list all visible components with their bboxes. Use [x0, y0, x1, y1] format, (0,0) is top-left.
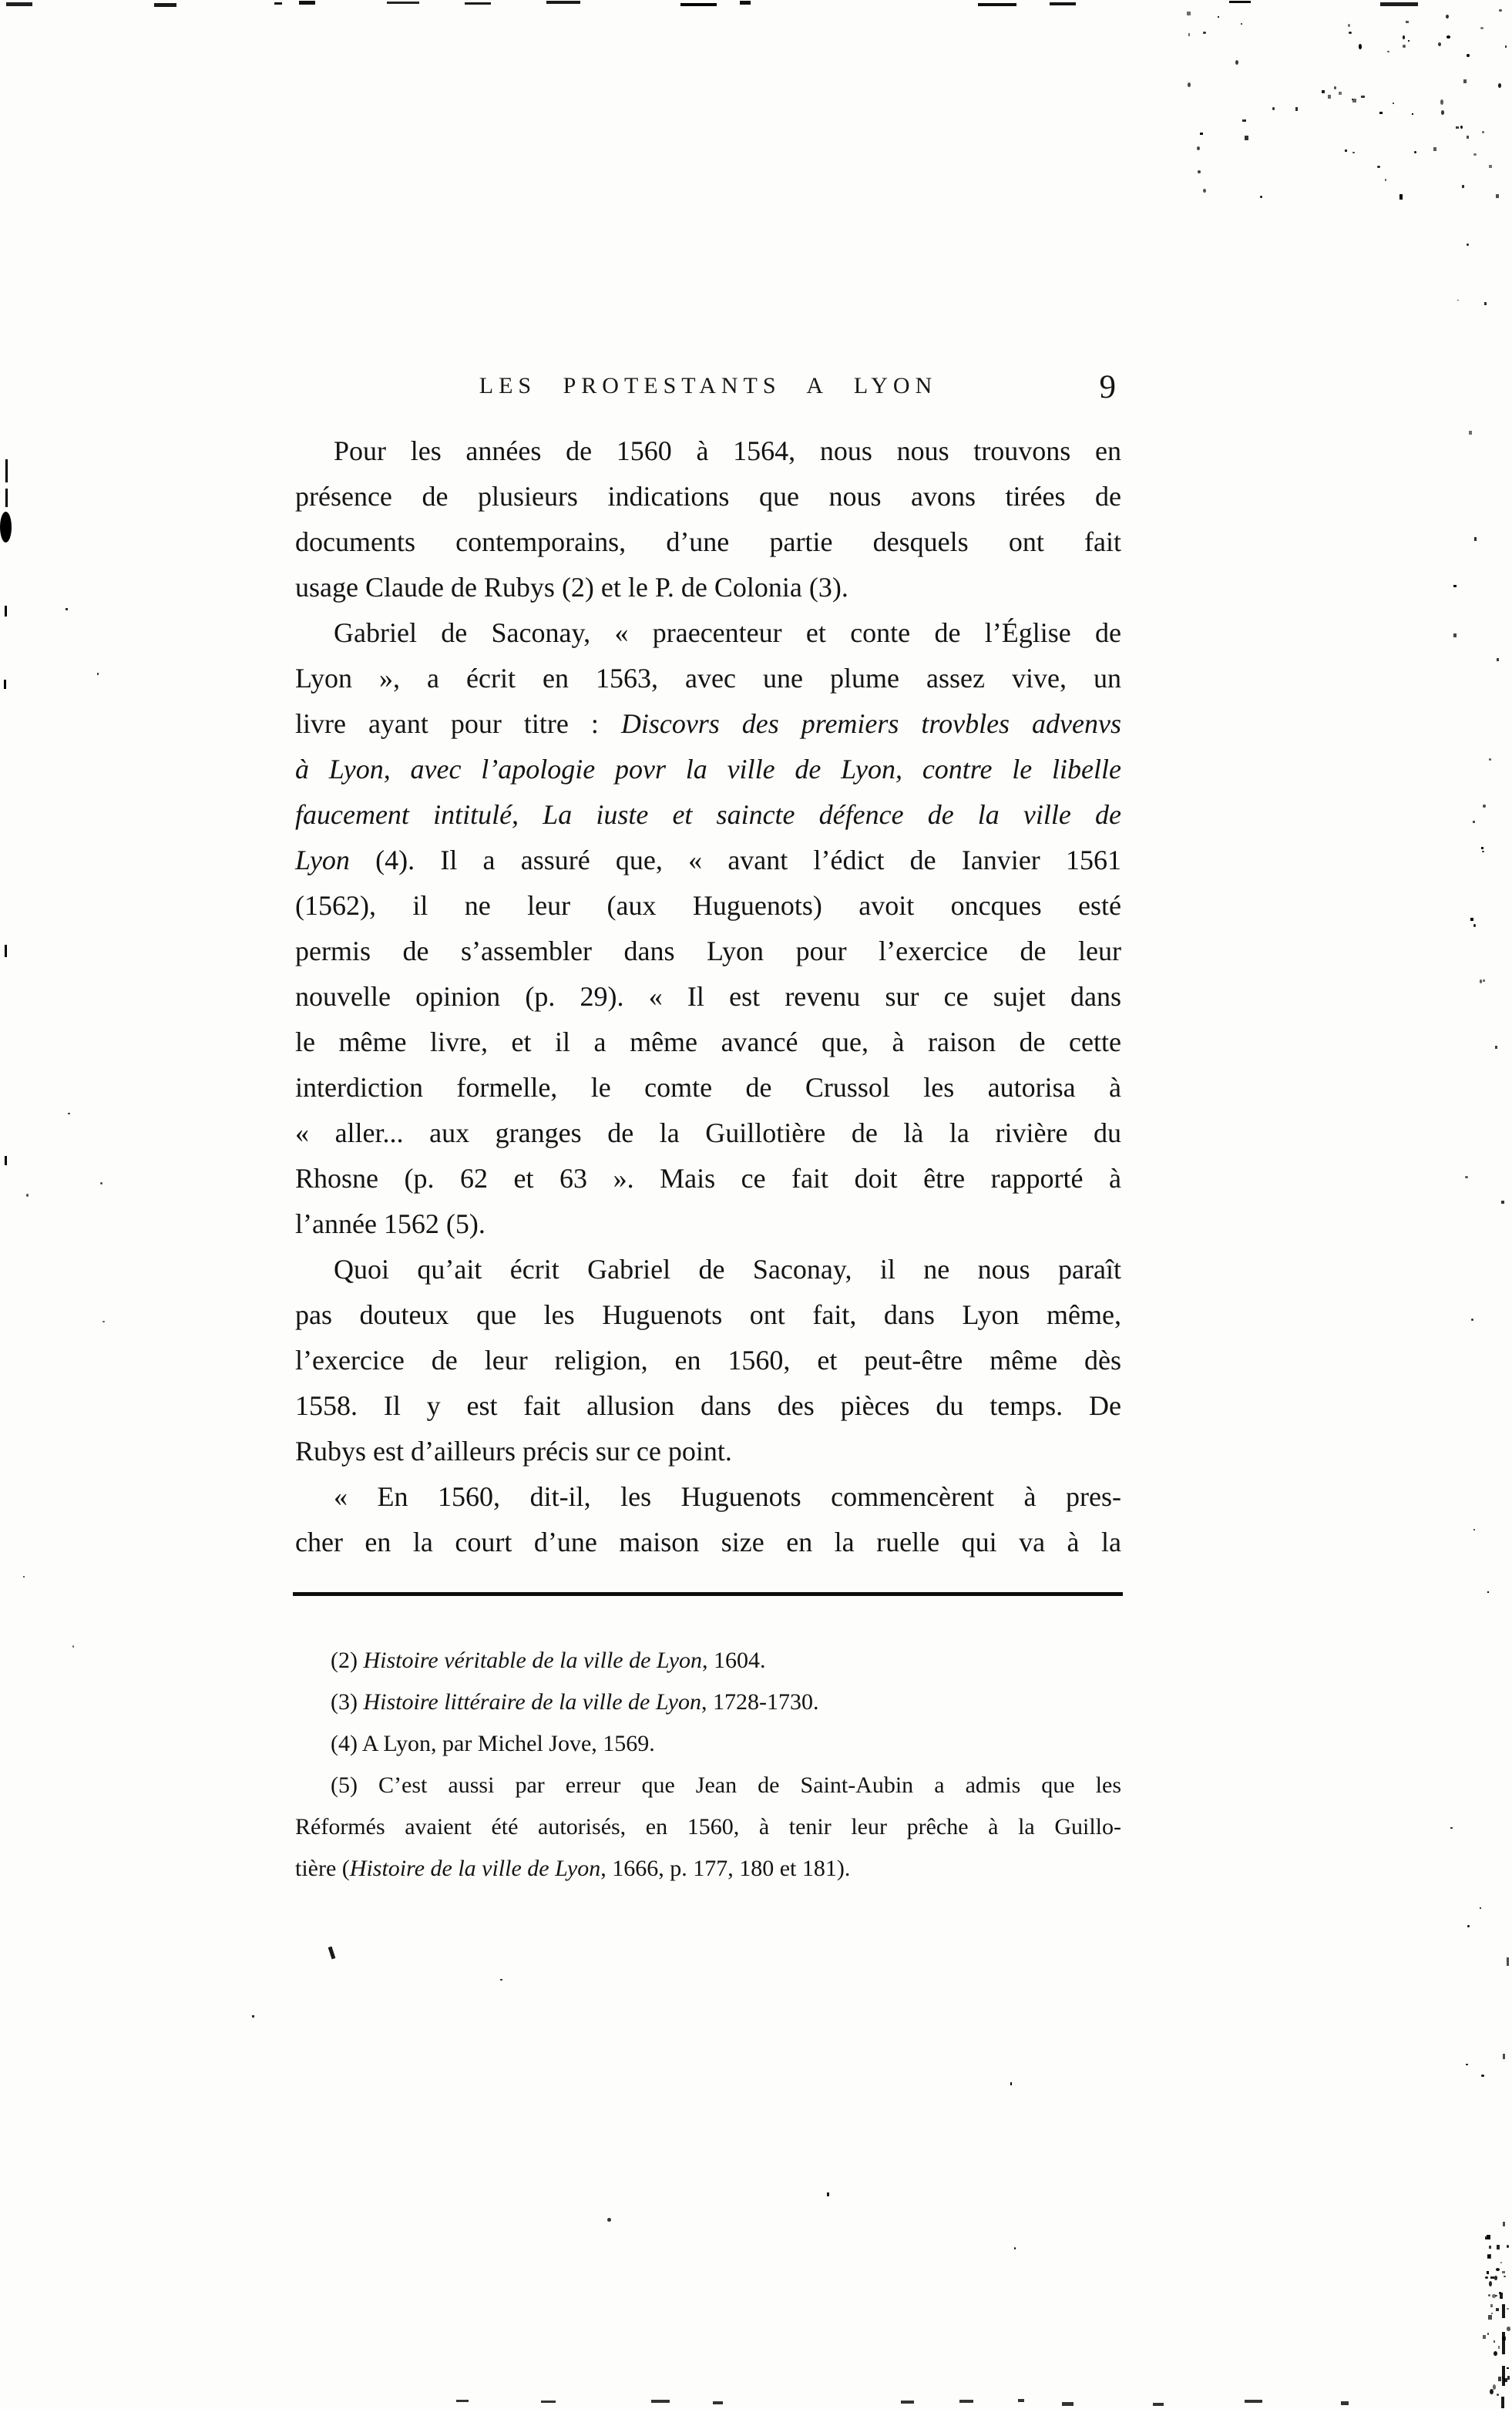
- scan-speck: [1352, 99, 1353, 101]
- text-segment: faucement intitulé, La iuste et saincte défence de la ville de: [295, 799, 1121, 830]
- scan-speck: [1507, 2327, 1510, 2331]
- text-line: [295, 838, 1121, 883]
- text-line: [295, 656, 1121, 701]
- running-title: LES PROTESTANTS A LYON: [479, 373, 938, 398]
- scan-speck: [500, 1979, 502, 1981]
- text-segment: l’exercice de leur religion, en 1560, et peut-être même dès: [295, 1345, 1121, 1376]
- scan-speck: [1482, 131, 1484, 133]
- text-line: [295, 1292, 1121, 1338]
- text-segment: interdiction formelle, le comte de Crussol les autorisa à: [295, 1072, 1121, 1103]
- scan-speck: [1380, 2, 1418, 6]
- scan-speck: [5, 459, 8, 482]
- page-number: 9: [1099, 369, 1117, 405]
- scan-speck: [1507, 2245, 1509, 2248]
- text-segment: Gabriel de Saconay, « praecenteur et conte de l’Église de: [334, 617, 1121, 648]
- scan-speck: [1438, 42, 1441, 46]
- scan-speck: [328, 1947, 336, 1960]
- scan-speck: [5, 489, 8, 507]
- scan-speck: [1487, 2254, 1491, 2259]
- scan-speck: [1473, 153, 1477, 156]
- body-text: [295, 428, 1121, 1565]
- text-segment: Histoire de la ville de Lyon: [349, 1856, 601, 1881]
- text-segment: Histoire littéraire de la ville de Lyon: [363, 1689, 701, 1715]
- scan-speck: [1488, 2315, 1492, 2320]
- scan-speck: [541, 2401, 556, 2404]
- scan-speck: [651, 2400, 670, 2403]
- scan-speck: [1498, 2346, 1500, 2348]
- scan-speck: [1462, 185, 1465, 188]
- scan-speck: [1507, 2367, 1509, 2369]
- text-segment: , 1604.: [702, 1648, 766, 1673]
- scan-speck: [1499, 2292, 1501, 2293]
- text-line: [295, 1201, 1121, 1247]
- scan-speck: [1507, 2308, 1509, 2310]
- scan-speck: [5, 1156, 7, 1165]
- page-header: [295, 369, 1121, 412]
- scan-speck: [23, 1576, 25, 1578]
- scan-speck: [1446, 15, 1449, 18]
- scan-speck: [1487, 2333, 1490, 2335]
- scan-speck: [1485, 2276, 1488, 2279]
- scan-speck: [1496, 2308, 1499, 2311]
- scan-speck: [0, 512, 12, 543]
- scan-speck: [1200, 133, 1203, 135]
- text-line: [295, 1020, 1121, 1065]
- scan-speck: [1503, 2054, 1505, 2060]
- footnote-line: [295, 1723, 1121, 1765]
- scan-speck: [713, 2401, 723, 2404]
- scan-speck: [26, 1194, 29, 1197]
- text-segment: (5) C’est aussi par erreur que Jean de Saint-Aubin a admis que les: [331, 1772, 1121, 1798]
- scan-speck: [959, 2400, 973, 2403]
- scan-speck: [1457, 300, 1459, 301]
- scan-speck: [1485, 2236, 1487, 2239]
- scan-speck: [1497, 658, 1500, 661]
- text-segment: (2): [331, 1648, 364, 1673]
- text-segment: le même livre, et il a même avancé que, à raison de cette: [295, 1026, 1121, 1057]
- scan-speck: [1505, 45, 1507, 48]
- scan-speck: [1497, 2245, 1500, 2249]
- scan-speck: [546, 1, 580, 4]
- scan-speck: [1387, 51, 1389, 52]
- scan-speck: [1474, 537, 1477, 541]
- scan-speck: [1408, 40, 1410, 42]
- text-segment: Rubys est d’ailleurs précis sur ce point.: [295, 1436, 732, 1467]
- scan-speck: [1345, 150, 1347, 152]
- scan-speck: [5, 945, 7, 957]
- scan-speck: [1412, 113, 1414, 115]
- scan-speck: [1352, 152, 1355, 154]
- scan-speck: [1473, 821, 1475, 823]
- scan-speck: [6, 2, 32, 6]
- scan-speck: [1242, 119, 1246, 123]
- scan-speck: [299, 1, 315, 5]
- scan-speck: [1507, 2376, 1510, 2380]
- scan-speck: [1492, 2294, 1496, 2298]
- scan-speck: [1503, 2222, 1505, 2227]
- text-line: [295, 1065, 1121, 1110]
- text-segment: livre ayant pour titre :: [295, 708, 621, 739]
- scan-speck: [1480, 979, 1482, 983]
- scan-speck: [68, 1113, 69, 1115]
- scan-speck: [1235, 60, 1238, 65]
- text-line: [295, 929, 1121, 974]
- text-segment: Réformés avaient été autorisés, en 1560, à tenir leur prêche à la Guillo-: [295, 1814, 1121, 1840]
- scan-speck: [1361, 96, 1365, 99]
- scan-speck: [97, 673, 99, 675]
- scan-speck: [1494, 2351, 1497, 2357]
- scan-speck: [1496, 2268, 1500, 2271]
- scan-speck: [1328, 95, 1330, 99]
- scan-speck: [1218, 16, 1219, 18]
- text-line: [295, 1338, 1121, 1383]
- scan-speck: [1489, 2246, 1491, 2249]
- scan-speck: [1489, 2281, 1493, 2286]
- scan-speck: [1489, 165, 1492, 168]
- scan-speck: [1014, 2247, 1016, 2249]
- scan-speck: [456, 2400, 469, 2402]
- scan-speck: [1483, 805, 1486, 808]
- scan-speck: [387, 2, 419, 4]
- footnotes: [295, 1640, 1121, 1890]
- scan-speck: [1203, 189, 1206, 193]
- scan-speck: [1359, 44, 1362, 49]
- scan-speck: [1467, 54, 1470, 58]
- scan-speck: [1341, 2401, 1349, 2405]
- scan-speck: [1010, 2082, 1013, 2085]
- text-segment: (4). Il a assuré que, « avant l’édict de Ianvier 1561: [349, 845, 1121, 875]
- scan-speck: [1460, 126, 1463, 129]
- scan-speck: [1241, 23, 1242, 25]
- footnote-line: [295, 1765, 1121, 1806]
- scan-speck: [1480, 27, 1483, 29]
- text-line: [295, 1474, 1121, 1520]
- text-segment: nouvelle opinion (p. 29). « Il est revenu sur ce sujet dans: [295, 981, 1121, 1012]
- text-line: [295, 1156, 1121, 1201]
- scan-speck: [1197, 146, 1200, 150]
- text-segment: (1562), il ne leur (aux Huguenots) avoit oncques esté: [295, 890, 1121, 921]
- scan-speck: [1467, 1925, 1470, 1928]
- scan-speck: [1467, 136, 1469, 139]
- scan-speck: [1446, 35, 1450, 39]
- scan-speck: [1490, 2389, 1494, 2394]
- text-segment: « En 1560, dit-il, les Huguenots commencèrent à pres-: [334, 1481, 1121, 1512]
- scan-speck: [1050, 2, 1076, 5]
- scan-speck: [1450, 1827, 1452, 1829]
- text-segment: Lyon: [295, 845, 350, 875]
- footnote-rule: [293, 1592, 1123, 1596]
- text-segment: Lyon », a écrit en 1563, avec une plume assez vive, un: [295, 663, 1121, 694]
- scan-speck: [1334, 86, 1336, 89]
- scan-speck: [1018, 2399, 1024, 2402]
- text-line: [295, 747, 1121, 792]
- scan-speck: [1463, 79, 1467, 84]
- text-segment: Quoi qu’ait écrit Gabriel de Saconay, il ne nous paraît: [334, 1254, 1121, 1285]
- scan-speck: [1403, 35, 1405, 39]
- scan-speck: [1481, 2075, 1483, 2077]
- scan-speck: [1507, 1957, 1509, 1966]
- text-segment: (4) A Lyon, par Michel Jove, 1569.: [331, 1731, 655, 1756]
- scan-speck: [66, 608, 68, 610]
- scan-speck: [1494, 2340, 1495, 2342]
- scan-speck: [1490, 2304, 1493, 2307]
- scan-speck: [5, 606, 7, 617]
- scan-speck: [1245, 2400, 1262, 2403]
- scan-speck: [1295, 107, 1298, 110]
- scan-speck: [1062, 2402, 1074, 2406]
- scan-speck: [1153, 2403, 1164, 2406]
- scan-speck: [1245, 136, 1248, 140]
- scan-speck: [1203, 32, 1206, 35]
- text-line: [295, 883, 1121, 929]
- scan-speck: [1339, 92, 1342, 95]
- text-line: [295, 974, 1121, 1020]
- text-line: [295, 792, 1121, 838]
- scan-speck: [1502, 2271, 1504, 2273]
- scan-speck: [1393, 102, 1395, 104]
- scan-speck: [1469, 431, 1472, 435]
- text-segment: Pour les années de 1560 à 1564, nous nous trouvons en: [334, 435, 1121, 466]
- text-segment: présence de plusieurs indications que nous avons tirées de: [295, 481, 1121, 512]
- scan-speck: [1260, 196, 1262, 198]
- scan-speck: [1467, 244, 1469, 245]
- text-line: [295, 519, 1121, 565]
- footnote-line: [295, 1640, 1121, 1682]
- scan-speck: [1349, 32, 1352, 34]
- scan-speck: [1498, 2377, 1501, 2380]
- scan-speck: [1406, 21, 1410, 23]
- text-line: [295, 474, 1121, 519]
- scan-speck: [901, 2401, 914, 2404]
- scan-speck: [1482, 851, 1484, 853]
- text-segment: (3): [331, 1689, 364, 1715]
- text-segment: permis de s’assembler dans Lyon pour l’exercice de leur: [295, 936, 1121, 966]
- text-segment: 1558. Il y est fait allusion dans des pièces du temps. De: [295, 1390, 1121, 1421]
- scan-speck: [1483, 979, 1485, 982]
- text-line: [295, 1383, 1121, 1429]
- scan-speck: [1377, 166, 1379, 168]
- scan-speck: [978, 3, 1016, 6]
- scan-speck: [1487, 1591, 1489, 1593]
- scan-speck: [1473, 1529, 1475, 1530]
- scan-speck: [252, 2015, 254, 2018]
- scan-speck: [1502, 2332, 1505, 2354]
- text-line: [295, 1429, 1121, 1474]
- scan-speck: [1465, 1176, 1468, 1179]
- text-segment: cher en la court d’une maison size en la ruelle qui va à la: [295, 1527, 1121, 1557]
- text-segment: pas douteux que les Huguenots ont fait, dans Lyon même,: [295, 1299, 1121, 1330]
- text-segment: l’année 1562 (5).: [295, 1208, 486, 1239]
- text-segment: Rhosne (p. 62 et 63 ». Mais ce fait doit être rapporté à: [295, 1163, 1121, 1194]
- scan-speck: [1403, 45, 1406, 49]
- text-line: [295, 565, 1121, 610]
- scan-speck: [1483, 2335, 1486, 2339]
- text-line: [295, 701, 1121, 747]
- scan-speck: [1470, 918, 1473, 920]
- scan-speck: [1453, 585, 1457, 588]
- scan-speck: [1188, 33, 1190, 35]
- scan-speck: [1385, 179, 1387, 181]
- scan-speck: [1272, 107, 1275, 110]
- scan-speck: [1433, 147, 1436, 151]
- scan-speck: [1493, 2384, 1497, 2390]
- scan-speck: [1379, 112, 1383, 114]
- text-line: [295, 1520, 1121, 1565]
- scan-speck: [1494, 2276, 1498, 2280]
- scan-speck: [680, 3, 717, 6]
- scan-speck: [1441, 110, 1444, 114]
- scan-speck: [1440, 99, 1444, 105]
- scan-speck: [1188, 82, 1191, 86]
- scan-speck: [154, 3, 176, 7]
- scan-speck: [1495, 1046, 1497, 1049]
- scan-speck: [1414, 151, 1416, 153]
- scan-speck: [1480, 1907, 1481, 1910]
- text-segment: , 1728-1730.: [701, 1689, 819, 1715]
- scan-speck: [1229, 1, 1250, 3]
- text-line: [295, 1110, 1121, 1156]
- text-line: [295, 1247, 1121, 1292]
- scan-speck: [465, 2, 491, 5]
- scan-speck: [1471, 1319, 1473, 1321]
- scan-speck: [1497, 2394, 1499, 2396]
- scan-speck: [100, 1182, 102, 1184]
- scan-speck: [1488, 2294, 1490, 2296]
- scan-speck: [1500, 2262, 1502, 2263]
- scan-speck: [827, 2192, 829, 2196]
- scan-speck: [1481, 847, 1483, 850]
- scan-speck: [1473, 924, 1476, 928]
- scan-speck: [1399, 194, 1403, 200]
- scan-speck: [1504, 2276, 1506, 2277]
- scan-speck: [1322, 90, 1325, 94]
- text-segment: usage Claude de Rubys (2) et le P. de Colonia (3).: [295, 572, 848, 603]
- scan-speck: [1501, 1201, 1504, 1204]
- scan-speck: [1487, 2271, 1489, 2274]
- scan-speck: [274, 2, 282, 5]
- text-segment: , 1666, p. 177, 180 et 181).: [600, 1856, 851, 1881]
- text-segment: « aller... aux granges de la Guillotière de là la rivière du: [295, 1117, 1121, 1148]
- footnote-line: [295, 1806, 1121, 1848]
- footnote-line: [295, 1682, 1121, 1723]
- scan-speck: [1348, 24, 1350, 27]
- scan-speck: [4, 680, 6, 689]
- scan-speck: [1502, 2337, 1506, 2341]
- text-line: [295, 428, 1121, 474]
- scan-speck: [740, 1, 751, 4]
- scan-speck: [1187, 12, 1191, 15]
- text-segment: tière (: [295, 1856, 350, 1881]
- scan-speck: [1466, 2064, 1467, 2066]
- scan-speck: [1496, 194, 1499, 198]
- scan-speck: [1501, 2397, 1504, 2408]
- text-segment: Discovrs des premiers trovbles advenvs: [620, 708, 1121, 739]
- scan-speck: [1489, 758, 1491, 761]
- scan-speck: [1502, 2304, 1505, 2318]
- scan-speck: [1498, 83, 1501, 87]
- scan-speck: [1499, 9, 1502, 12]
- scan-speck: [72, 1645, 75, 1648]
- scan-speck: [1484, 302, 1487, 305]
- text-segment: documents contemporains, d’une partie desquels ont fait: [295, 526, 1121, 557]
- scan-speck: [1198, 170, 1200, 173]
- text-segment: à Lyon, avec l’apologie povr la ville de Lyon, contre le libelle: [295, 754, 1121, 785]
- scan-speck: [1456, 126, 1458, 129]
- scan-speck: [102, 1321, 105, 1322]
- scan-speck: [1487, 2235, 1490, 2239]
- text-segment: Histoire véritable de la ville de Lyon: [363, 1648, 703, 1673]
- scan-speck: [607, 2218, 611, 2222]
- text-line: [295, 610, 1121, 656]
- footnote-line: [295, 1848, 1121, 1890]
- scan-speck: [1453, 633, 1457, 637]
